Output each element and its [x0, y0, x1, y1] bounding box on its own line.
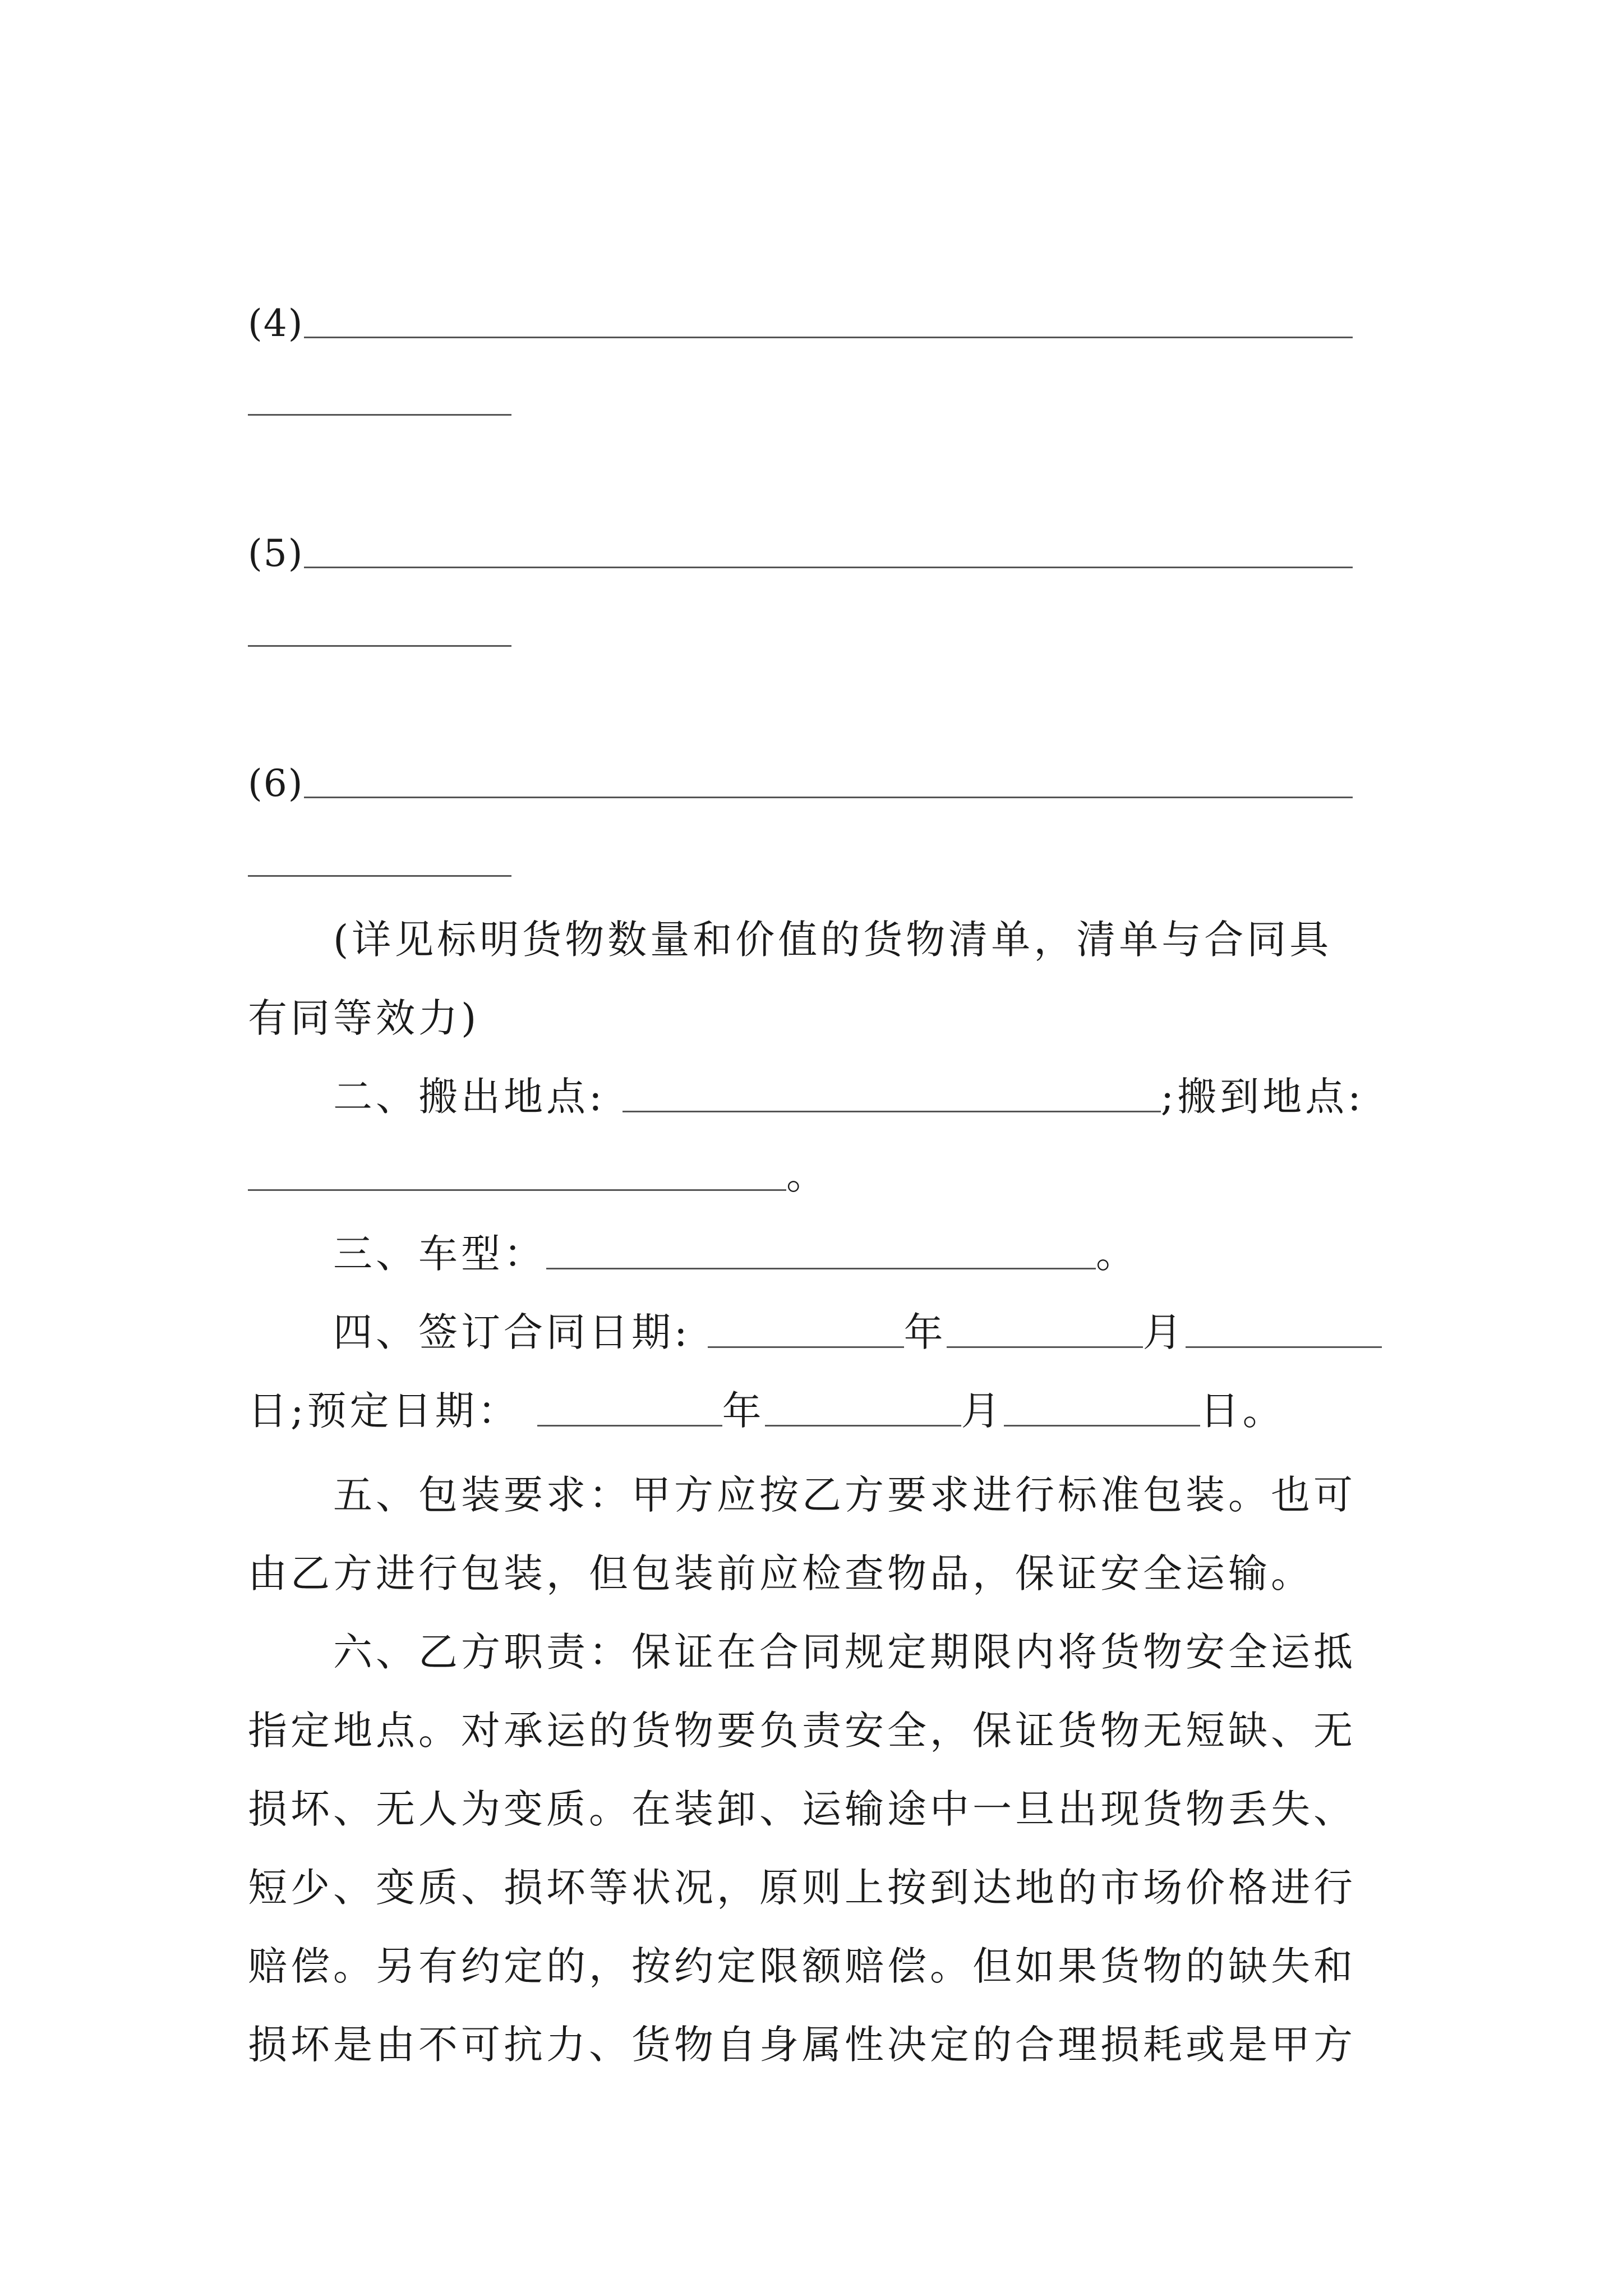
year-label-2: 年	[722, 1388, 765, 1434]
note-line-1: (详见标明货物数量和价值的货物清单，清单与合同具	[333, 917, 1332, 963]
sign-date-label: 四、签订合同日期:	[333, 1309, 691, 1355]
blank-underline[interactable]	[304, 337, 1353, 338]
day-label-2: 日。	[1200, 1388, 1285, 1434]
sign-month-field[interactable]	[947, 1346, 1143, 1348]
section-6-line-1: 六、乙方职责：保证在合同规定期限内将货物安全运抵	[333, 1629, 1356, 1675]
item-5-line	[248, 510, 1375, 595]
month-label: 月	[1142, 1309, 1186, 1355]
sign-day-field[interactable]	[1186, 1346, 1382, 1348]
item-number: (5)	[248, 532, 304, 575]
section-5-line-1: 五、包装要求：甲方应按乙方要求进行标准包装。也可	[333, 1472, 1356, 1518]
blank-underline[interactable]	[304, 797, 1353, 798]
section-6-line-3: 损坏、无人为变质。在装卸、运输途中一旦出现货物丢失、	[248, 1786, 1356, 1832]
move-to-label: ;搬到地点:	[1160, 1074, 1364, 1120]
section-5-line-2: 由乙方进行包装，但包装前应检查物品，保证安全运输。	[248, 1550, 1313, 1596]
section-2-line-1	[248, 1055, 1375, 1139]
note-line-2: 有同等效力)	[248, 995, 480, 1041]
vehicle-type-field[interactable]	[546, 1268, 1096, 1269]
section-6-line-4: 短少、变质、损坏等状况，原则上按到达地的市场价格进行	[248, 1865, 1356, 1911]
section-4-line-2	[248, 1369, 1375, 1453]
item-number: (4)	[248, 302, 304, 345]
section-2-line-2	[248, 1133, 1375, 1217]
blank-underline-continuation[interactable]	[248, 414, 511, 416]
scheduled-month-field[interactable]	[765, 1425, 961, 1427]
move-out-label: 二、搬出地点:	[333, 1074, 606, 1120]
section-3-end: 。	[1096, 1231, 1138, 1277]
sign-year-field[interactable]	[708, 1346, 904, 1348]
scheduled-date-label: 日;预定日期：	[248, 1388, 520, 1434]
scheduled-day-field[interactable]	[1004, 1425, 1200, 1427]
item-4-line	[248, 280, 1375, 365]
scheduled-year-field[interactable]	[537, 1425, 722, 1427]
section-6-line-6: 损坏是由不可抗力、货物自身属性决定的合理损耗或是甲方	[248, 2022, 1356, 2068]
move-out-field[interactable]	[623, 1111, 1161, 1112]
item-6-line	[248, 740, 1375, 825]
section-6-line-5: 赔偿。另有约定的，按约定限额赔偿。但如果货物的缺失和	[248, 1943, 1356, 1989]
item-number: (6)	[248, 762, 304, 805]
blank-underline-continuation[interactable]	[248, 645, 511, 647]
section-2-end: 。	[786, 1152, 829, 1198]
section-3-line	[248, 1212, 1375, 1296]
section-6-line-2: 指定地点。对承运的货物要负责安全，保证货物无短缺、无	[248, 1708, 1356, 1754]
move-to-field[interactable]	[248, 1189, 786, 1191]
month-label-2: 月	[961, 1388, 1004, 1434]
blank-underline[interactable]	[304, 567, 1353, 568]
blank-underline-continuation[interactable]	[248, 875, 511, 877]
section-4-line-1	[248, 1290, 1375, 1374]
vehicle-type-label: 三、车型：	[333, 1231, 546, 1277]
year-label: 年	[903, 1309, 947, 1355]
